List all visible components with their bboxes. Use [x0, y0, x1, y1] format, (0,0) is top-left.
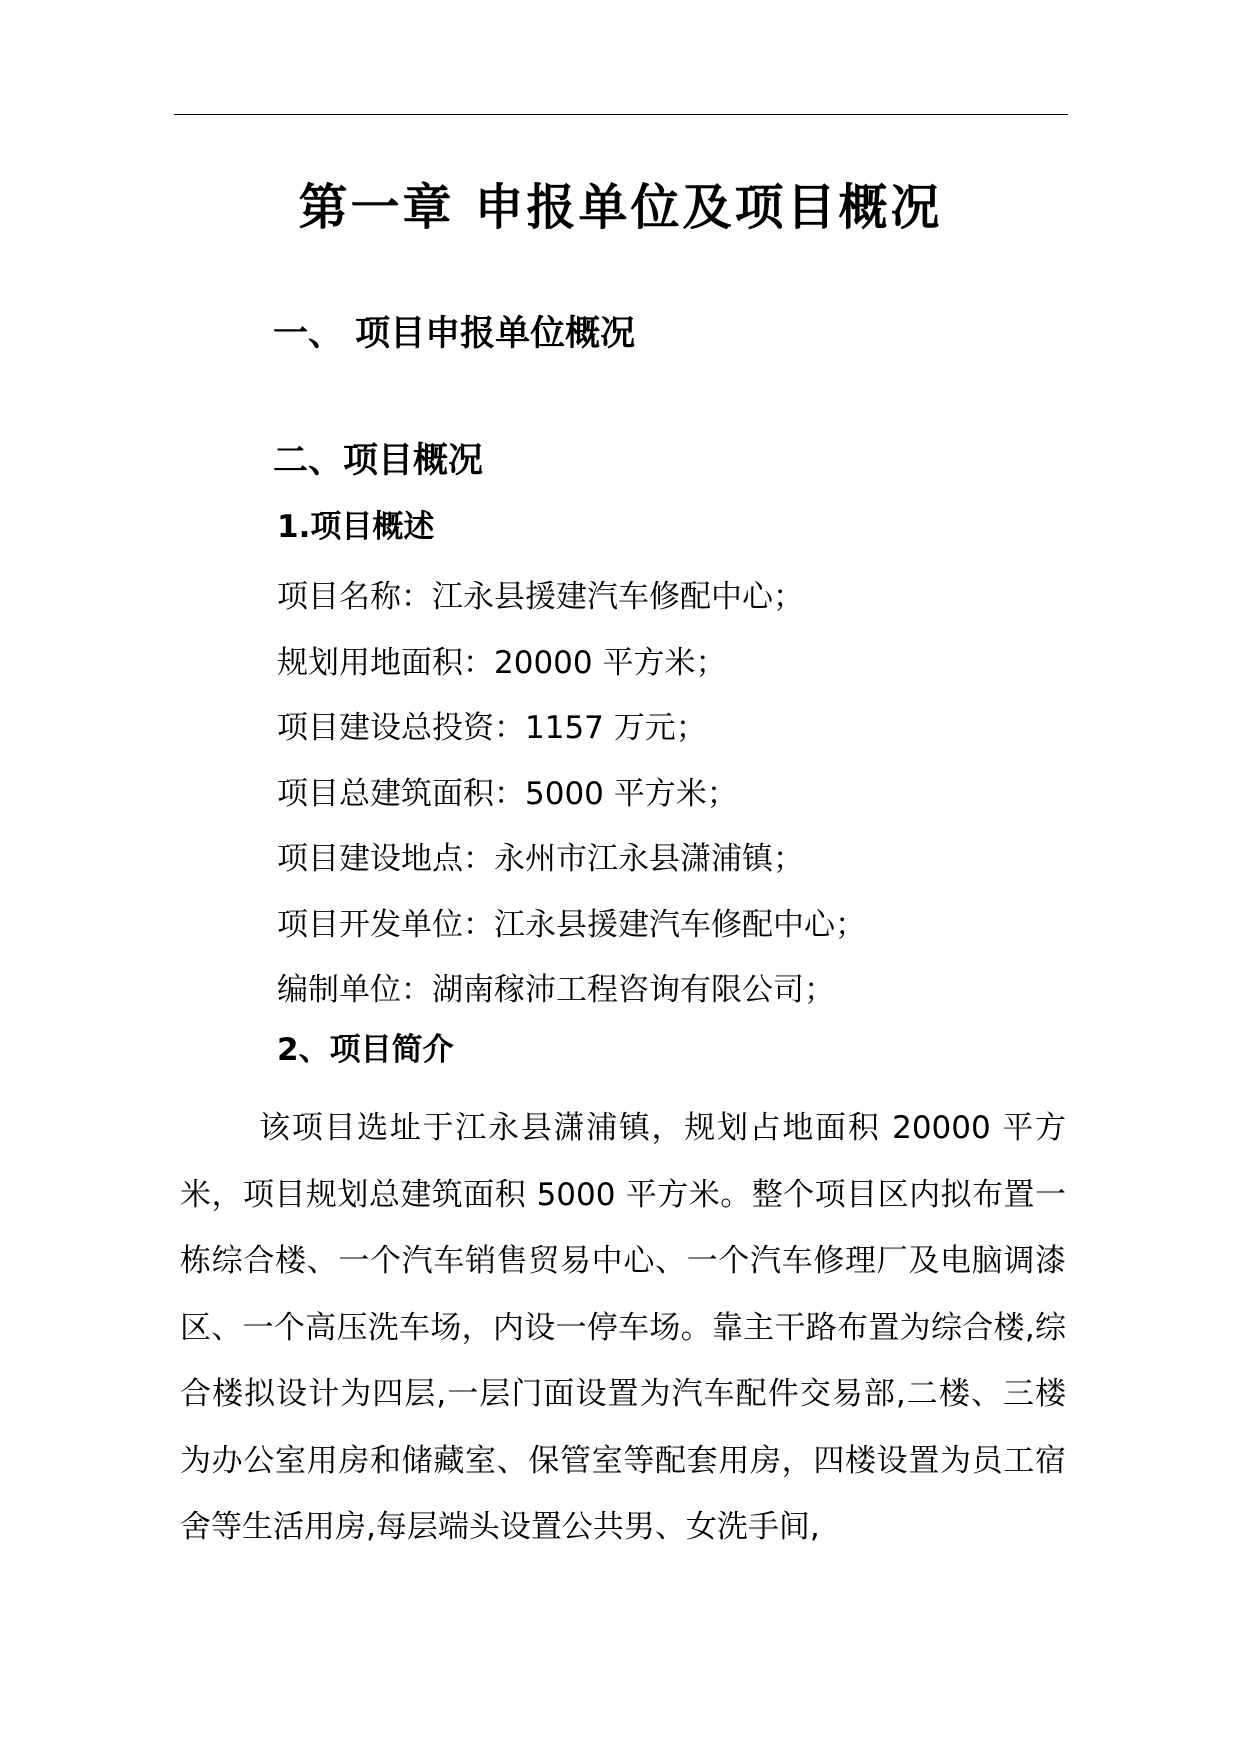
subheading-project-summary: 1.项目概述	[277, 509, 435, 545]
section-heading-applicant-overview: 一、 项目申报单位概况	[273, 314, 636, 354]
section-heading-project-overview: 二、项目概况	[273, 441, 484, 481]
subheading-project-introduction: 2、项目简介	[277, 1032, 454, 1068]
total-investment-item: 项目建设总投资：1157 万元；	[277, 710, 707, 746]
project-summary-list	[277, 572, 866, 1031]
planned-land-area-item: 规划用地面积：20000 平方米；	[277, 644, 727, 681]
project-introduction-paragraph: 该项目选址于江永县潇浦镇，规划占地面积 20000 平方米，项目规划总建筑面积 5000 平方米。整个项目区内拟布置一栋综合楼、一个汽车销售贸易中心、一个汽车修理厂及电脑调漆区、一个高压洗车场，内设一停车场。靠主干路布置为综合楼,综合楼拟设计为四层,一层门面设置为汽车配件交易部,二楼、三楼为办公室用房和储藏室、保管室等配套用房，四楼设置为员工宿舍等生活用房,每层端头设置公共男、女洗手间,	[180, 1110, 1066, 1545]
construction-site-item: 项目建设地点：永州市江永县潇浦镇；	[277, 841, 804, 877]
compiling-unit-item: 编制单位：湖南稼沛工程咨询有限公司；	[277, 972, 835, 1008]
header-rule	[174, 114, 1068, 115]
total-floor-area-item: 项目总建筑面积：5000 平方米；	[277, 775, 738, 812]
developer-item: 项目开发单位：江永县援建汽车修配中心；	[277, 906, 866, 943]
project-name-item: 项目名称：江永县援建汽车修配中心；	[277, 579, 804, 615]
chapter-title: 第一章 申报单位及项目概况	[298, 179, 943, 236]
